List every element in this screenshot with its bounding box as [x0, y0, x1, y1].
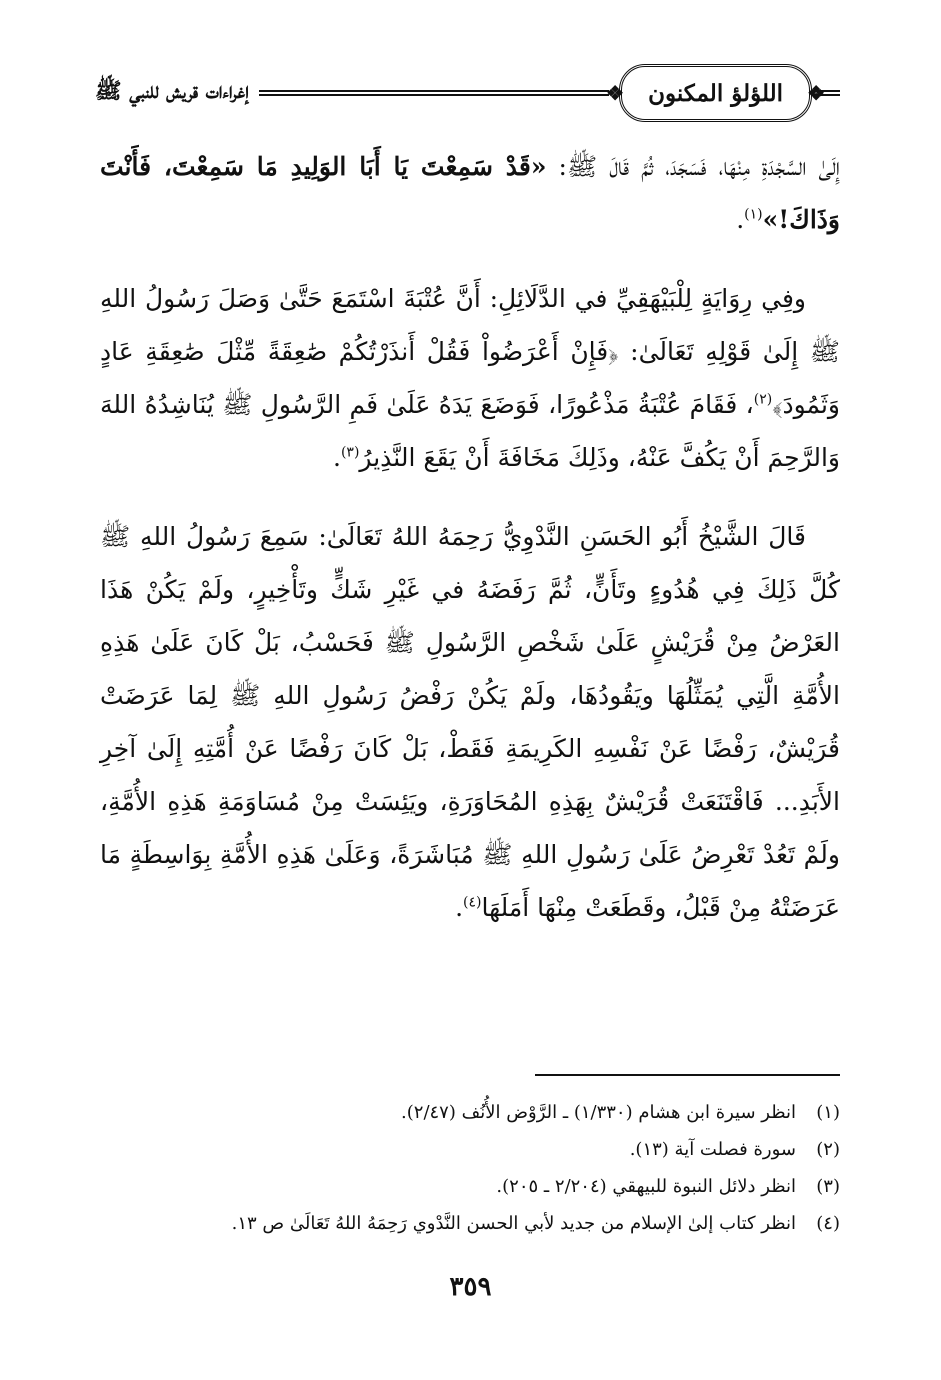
- footnote-ref-1[interactable]: (١): [744, 206, 763, 223]
- book-title-cartouche: [606, 64, 825, 122]
- footnote-ref-4[interactable]: (٤): [463, 894, 482, 911]
- footnote-text: سورة فصلت آية (١٣).: [629, 1139, 796, 1160]
- footnote-text: انظر سيرة ابن هشام (١/٣٣٠) ـ الرَّوْض الأُنُف (٢/٤٧).: [401, 1102, 796, 1123]
- footnote-number: (١): [816, 1102, 840, 1123]
- footnote: [100, 1131, 840, 1168]
- footnote-text: انظر كتاب إلىٰ الإسلام من جديد لأبي الحسن النَّدْوي رَحِمَهُ اللهُ تَعَالَىٰ ص ١٣.: [231, 1213, 796, 1234]
- paragraph-1-end: .: [736, 205, 745, 234]
- ornament-icon: ❖: [606, 81, 625, 105]
- ornament-icon: ❖: [807, 81, 825, 105]
- footnote: [100, 1168, 840, 1205]
- footnote-ref-3[interactable]: (٣): [340, 444, 360, 461]
- paragraph-2-text: وفِي رِوَايَةٍ لِلْبَيْهَقِيِّ في الدَّلَائِلِ: أَنَّ عُتْبَةَ اسْتَمَعَ حَتَّىٰ وَصَلَ رَسُولُ اللهِ ﷺ إِلَىٰ قَوْلِهِ تَعَالَىٰ: ﴿فَإِنْ أَعْرَضُواْ فَقُلْ أَنذَرْتُكُمْ صَٰعِقَةً مِّثْلَ صَٰعِقَةِ عَادٍ وَثَمُودَ﴾: [100, 284, 840, 419]
- footnote-ref-2[interactable]: (٢): [753, 391, 773, 408]
- footnote-number: (٤): [816, 1213, 840, 1234]
- chapter-title: إغراءات قريش للنبي ﷺ: [95, 78, 249, 104]
- paragraph-1-text: إِلَىٰ السَّجْدَةِ مِنْهَا، فَسَجَدَ، ثُمَّ قَالَ ﷺ:: [546, 152, 840, 181]
- paragraph-3-end: .: [455, 893, 464, 922]
- footnote: [100, 1205, 840, 1242]
- page-header: [95, 58, 840, 128]
- paragraph-2: [100, 272, 840, 484]
- header-rule-middle: [259, 90, 609, 96]
- footnotes: [100, 1094, 840, 1242]
- main-text: [100, 140, 840, 934]
- paragraph-2-end: .: [333, 443, 341, 472]
- paragraph-2-middle: ، فَقَامَ عُتْبَةُ مَذْعُورًا، فَوَضَعَ يَدَهُ عَلَىٰ فَمِ الرَّسُولِ ﷺ يُنَاشِدُهُ اللهَ وَالرَّحِمَ أَنْ يَكُفَّ عَنْهُ، وذَلِكَ مَخَافَةَ أَنْ يَقَعَ النَّذِيرُ: [100, 390, 840, 472]
- paragraph-1: [100, 140, 840, 246]
- footnote-text: انظر دلائل النبوة للبيهقي (٢/٢٠٤ ـ ٢٠٥).: [496, 1176, 796, 1197]
- prophet-quote: «قَدْ سَمِعْتَ يَا أَبَا الوَلِيدِ مَا سَمِعْتَ، فَأَنْتَ وَذَاكَ!»: [100, 152, 840, 234]
- page-number: ٣٥٩: [449, 1272, 492, 1302]
- paragraph-3: [100, 510, 840, 934]
- paragraph-3-text: قَالَ الشَّيْخُ أَبُو الحَسَنِ النَّدْوِيُّ رَحِمَهُ اللهُ تَعَالَىٰ: سَمِعَ رَسُولُ اللهِ ﷺ كُلَّ ذَلِكَ فِي هُدُوءٍ وتَأَنٍّ، ثُمَّ رَفَضَهُ في غَيْرِ شَكٍّ وتَأْخِيرٍ، ولَمْ يَكُنْ هَذَا العَرْضُ مِنْ قُرَيْشٍ عَلَىٰ شَخْصِ الرَّسُولِ ﷺ فَحَسْبُ، بَلْ كَانَ عَلَىٰ هَذِهِ الأُمَّةِ الَّتِي يُمَثِّلُهَا ويَقُودُهَا، ولَمْ يَكُنْ رَفْضُ رَسُولِ اللهِ ﷺ لِمَا عَرَضَتْ قُرَيْشٌ، رَفْضًا عَنْ نَفْسِهِ الكَرِيمَةِ فَقَطْ، بَلْ كَانَ رَفْضًا عَنْ أُمَّتِهِ إِلَىٰ آخِرِ الأَبَدِ... فَاقْتَنَعَتْ قُرَيْشٌ بِهَذِهِ المُحَاوَرَةِ، ويَئِسَتْ مِنْ مُسَاوَمَةِ هَذِهِ الأُمَّةِ، ولَمْ تَعُدْ تَعْرِضُ عَلَىٰ رَسُولِ اللهِ ﷺ مُبَاشَرَةً، وَعَلَىٰ هَذِهِ الأُمَّةِ بِوَاسِطَةٍ مَا عَرَضَتْهُ مِنْ قَبْلُ، وقَطَعَتْ مِنْهَا أَمَلَهَا: [100, 522, 840, 922]
- footnote-separator: [535, 1074, 840, 1076]
- book-title: اللؤلؤ المكنون: [648, 79, 783, 107]
- footnote: [100, 1094, 840, 1131]
- footnote-number: (٣): [816, 1176, 840, 1197]
- footnote-number: (٢): [816, 1139, 840, 1160]
